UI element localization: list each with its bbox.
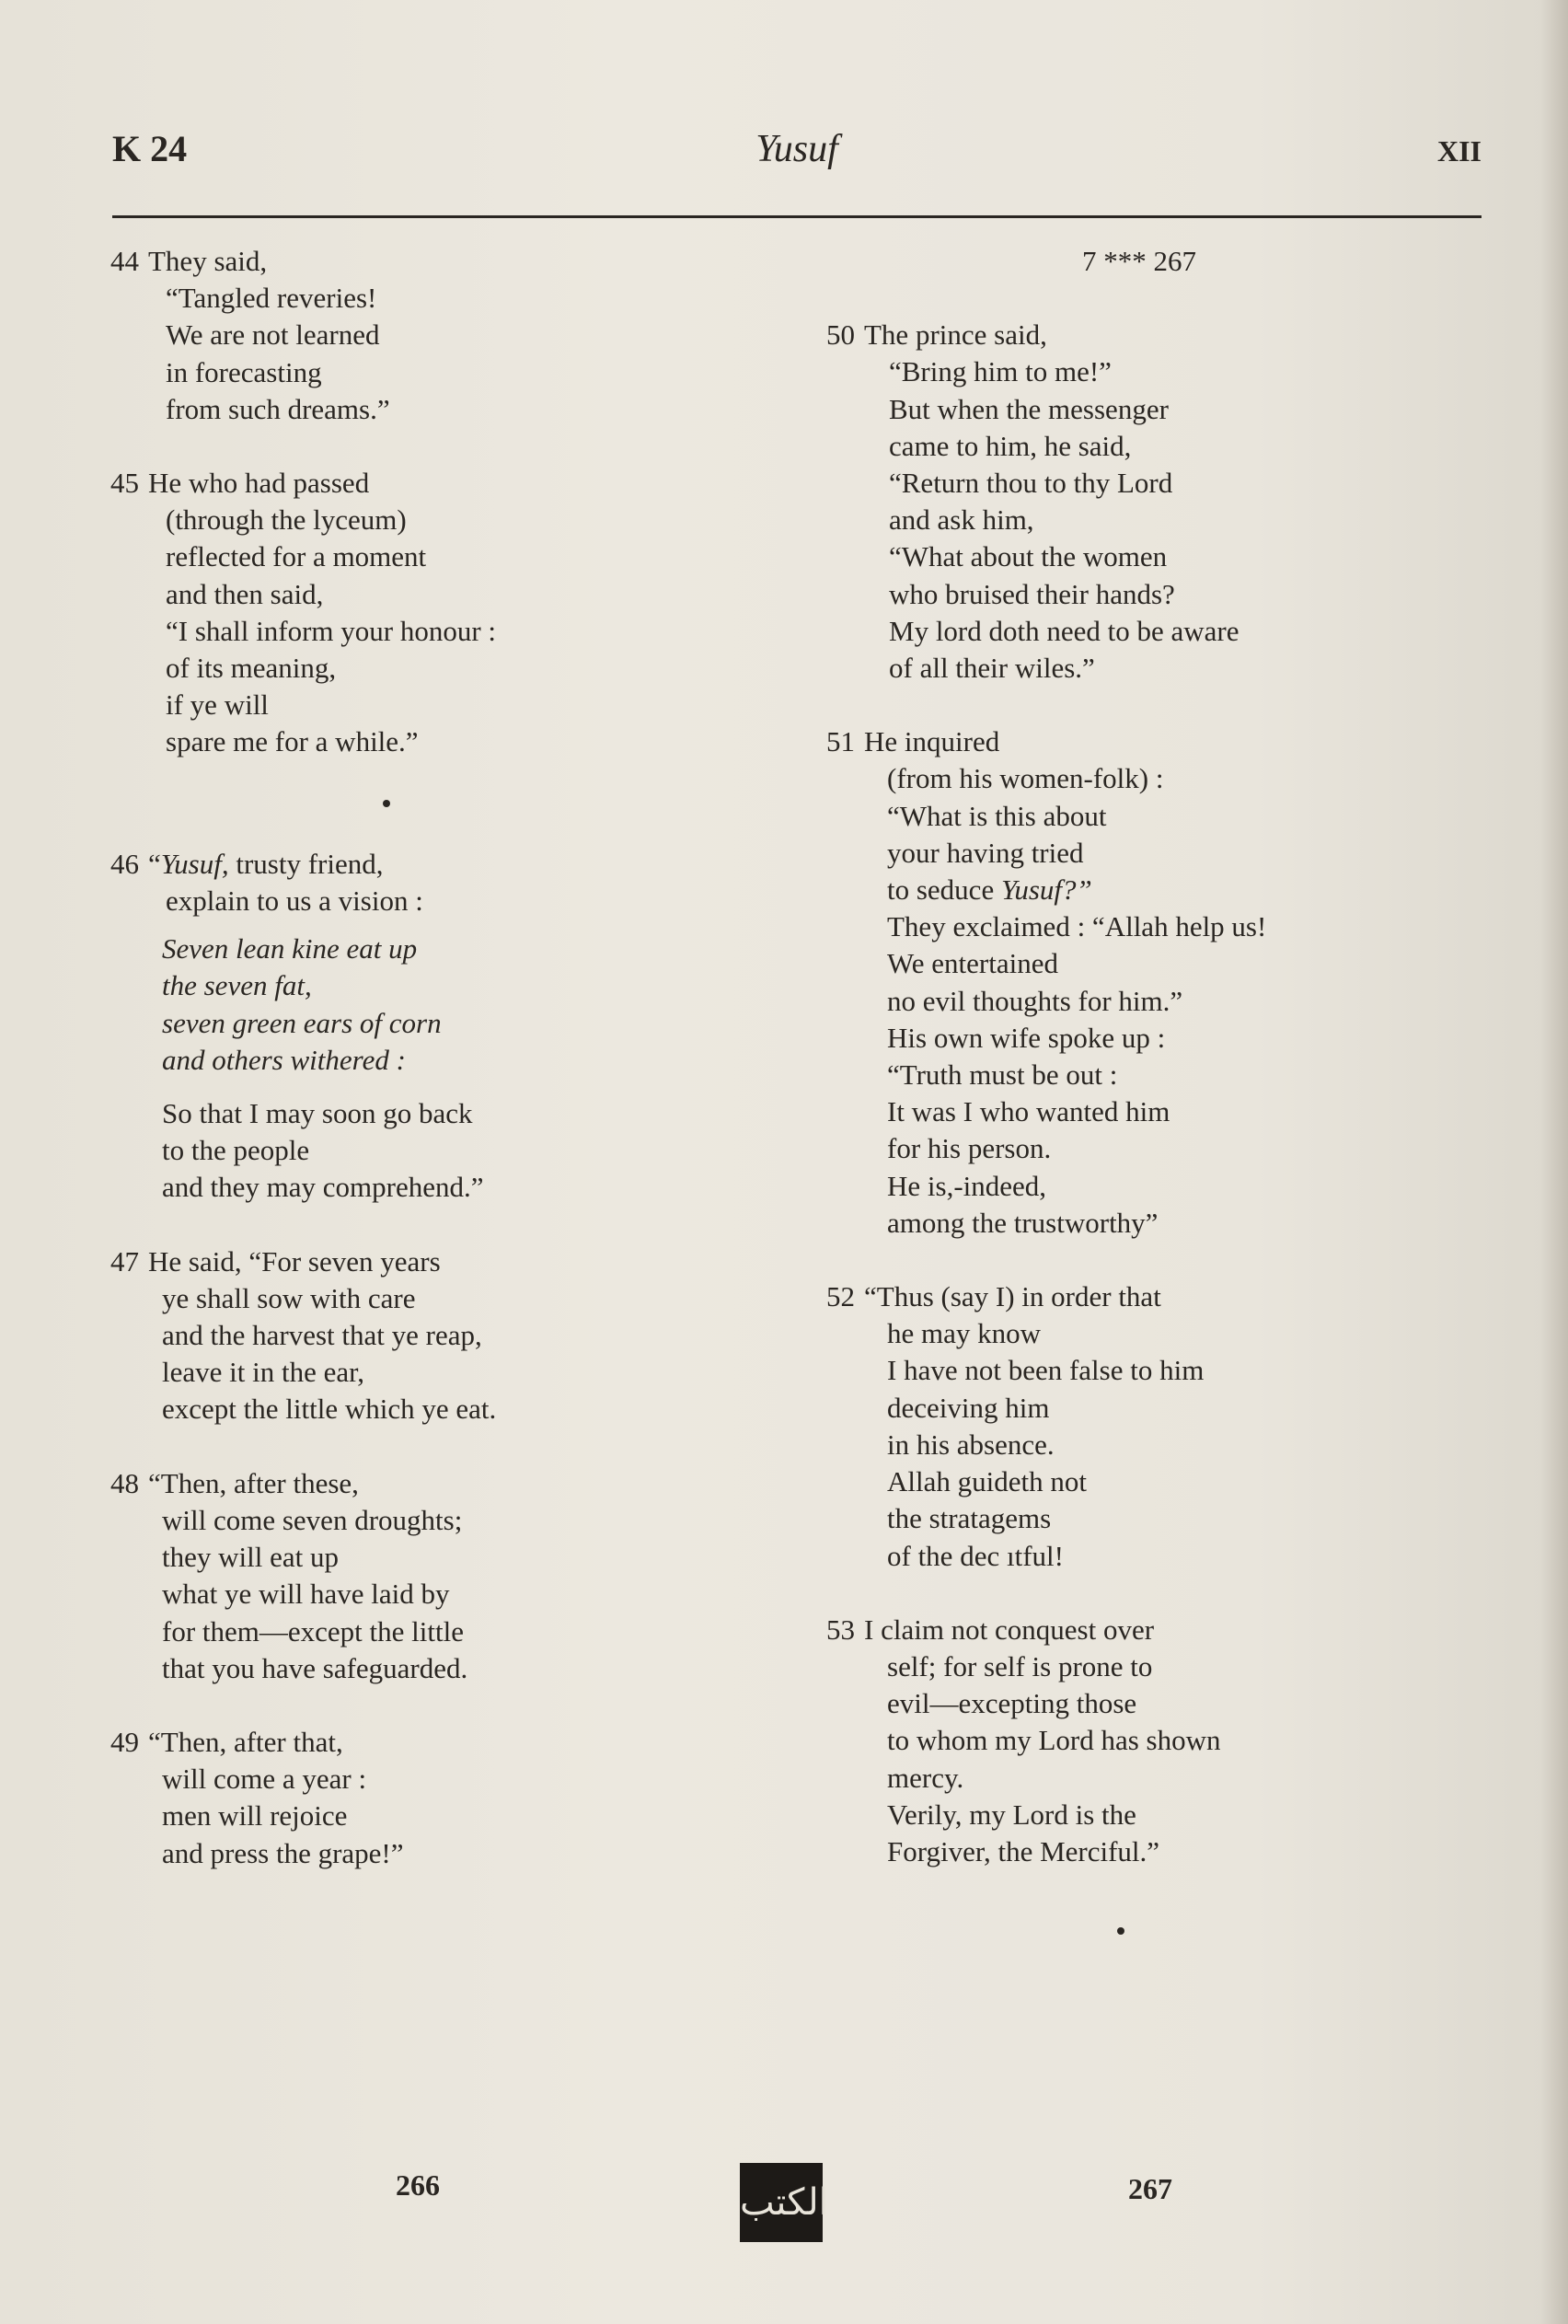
publisher-logo-icon <box>740 2163 829 2242</box>
verse-line: I claim not conquest over <box>864 1613 1155 1646</box>
header-section-ref: K 24 <box>112 128 188 169</box>
divider-dot-icon <box>383 800 390 807</box>
verse-line: and the harvest that ye reap, <box>162 1319 482 1352</box>
verse-reference: 7 *** 267 <box>1082 245 1196 277</box>
verse-line: leave it in the ear, <box>162 1356 364 1389</box>
verse-line: and ask him, <box>889 503 1034 537</box>
verse-line: in his absence. <box>887 1428 1055 1461</box>
section-divider-dot <box>110 780 663 816</box>
verse-line: “What is this about <box>887 799 1107 832</box>
verse-line: to whom my Lord has shown <box>887 1724 1221 1757</box>
verse-line: “Thus (say I) in order that <box>864 1280 1161 1313</box>
verse-line: “I shall inform your honour : <box>166 614 497 647</box>
verse-line: (from his women-folk) : <box>887 762 1164 795</box>
verse-line: “Bring him to me!” <box>889 355 1112 388</box>
verse-number: 52 <box>826 1280 855 1313</box>
verse-number: 51 <box>826 725 855 758</box>
verse-line: He inquired <box>864 725 1000 758</box>
verse-line: mercy. <box>887 1761 964 1794</box>
vision-line: the seven fat, <box>162 969 312 1002</box>
verse-line: that you have safeguarded. <box>162 1651 468 1684</box>
verse-line: He said, “For seven years <box>148 1244 441 1278</box>
verse-line: he may know <box>887 1317 1042 1350</box>
verse-number: 49 <box>110 1725 139 1758</box>
verse-line: spare me for a while.” <box>166 725 419 758</box>
verse-49 <box>110 1724 663 1872</box>
verse-line: for them—except the little <box>162 1614 464 1648</box>
verse-line: among the trustworthy” <box>887 1206 1159 1239</box>
verse-line: “Then, after these, <box>148 1466 359 1499</box>
verse-line: trusty friend, <box>228 847 384 880</box>
section-divider-dot <box>826 1907 1415 1944</box>
verse-46 <box>110 846 663 1207</box>
verse-number: 53 <box>826 1613 855 1646</box>
verse-line: We entertained <box>887 947 1058 980</box>
vision-line: Seven lean kine eat up <box>162 932 418 965</box>
verse-line: His own wife spoke up : <box>887 1021 1166 1054</box>
verse-number: 47 <box>110 1244 139 1278</box>
vision-line: seven green ears of corn <box>162 1006 442 1039</box>
verse-italic-name: Yusuf?” <box>1000 873 1092 907</box>
verse-line: no evil thoughts for him.” <box>887 984 1183 1017</box>
verse-51 <box>826 723 1415 1242</box>
verse-line: “Tangled reveries! <box>166 282 377 315</box>
verse-line: But when the messenger <box>889 392 1169 425</box>
logo-glyph: الكتب <box>740 2181 829 2224</box>
verse-52 <box>826 1278 1415 1575</box>
verse-line: The prince said, <box>864 318 1047 352</box>
verse-line: to the people <box>162 1134 310 1167</box>
vision-line: and others withered : <box>162 1043 406 1076</box>
verse-line: I have not been false to him <box>887 1354 1205 1387</box>
verse-line: of its meaning, <box>166 652 337 685</box>
verse-line: will come seven droughts; <box>162 1503 463 1536</box>
verse-50 <box>826 317 1415 687</box>
verse-line: deceiving him <box>887 1391 1050 1424</box>
verse-number: 50 <box>826 318 855 352</box>
verse-line: will come a year : <box>162 1763 367 1796</box>
verse-line: evil—excepting those <box>887 1687 1137 1720</box>
verse-continuation <box>110 1095 663 1207</box>
verse-line: reflected for a moment <box>166 540 427 573</box>
verse-line: ye shall sow with care <box>162 1281 416 1314</box>
right-column <box>826 243 1415 1944</box>
verse-number: 44 <box>110 245 139 277</box>
verse-line: It was I who wanted him <box>887 1095 1170 1128</box>
verse-line: except the little which ye eat. <box>162 1393 497 1426</box>
verse-number: 46 <box>110 847 139 880</box>
header-chapter-number: XII <box>1436 134 1482 168</box>
verse-line: (through the lyceum) <box>166 503 407 537</box>
verse-line: what ye will have laid by <box>162 1578 450 1611</box>
verse-line: Allah guideth not <box>887 1465 1087 1498</box>
verse-number: 48 <box>110 1466 139 1499</box>
verse-line: and press the grape!” <box>162 1836 404 1869</box>
verse-48 <box>110 1465 663 1687</box>
verse-line: So that I may soon go back <box>162 1097 473 1130</box>
verse-line: self; for self is prone to <box>887 1649 1153 1682</box>
verse-line: the stratagems <box>887 1502 1052 1535</box>
verse-44 <box>110 243 663 428</box>
verse-line: We are not learned <box>166 318 380 352</box>
verse-line: they will eat up <box>162 1541 339 1574</box>
verse-45 <box>110 465 663 761</box>
page-number-left: 266 <box>396 2168 440 2202</box>
verse-line: and they may comprehend.” <box>162 1171 484 1204</box>
divider-dot-icon <box>1117 1927 1124 1935</box>
verse-line: men will rejoice <box>162 1799 348 1833</box>
verse-line: from such dreams.” <box>166 392 390 425</box>
verse-line: “Return thou to thy Lord <box>889 467 1173 500</box>
verse-line: He is,-indeed, <box>887 1169 1047 1202</box>
verse-line: explain to us a vision : <box>166 885 423 918</box>
verse-line: They said, <box>148 245 268 277</box>
verse-line: and then said, <box>166 577 324 610</box>
verse-line: “Then, after that, <box>148 1725 343 1758</box>
verse-line: your having tried <box>887 836 1084 869</box>
verse-line: of all their wiles.” <box>889 652 1095 685</box>
verse-line: “Truth must be out : <box>887 1058 1118 1092</box>
vision-block <box>110 931 663 1079</box>
verse-line: for his person. <box>887 1132 1052 1165</box>
verse-line: Forgiver, the Merciful.” <box>887 1834 1160 1867</box>
verse-line: “What about the women <box>889 540 1168 573</box>
verse-open-quote: “ <box>148 847 161 880</box>
page-header <box>112 127 1482 182</box>
verse-line: He who had passed <box>148 467 370 500</box>
verse-line: if ye will <box>166 688 269 722</box>
verse-line: who bruised their hands? <box>889 577 1175 610</box>
verse-line: to seduce <box>887 873 1001 907</box>
page-edge-shadow <box>1540 0 1568 2324</box>
verse-line: came to him, he said, <box>889 429 1132 462</box>
verse-47 <box>110 1243 663 1428</box>
page-number-right: 267 <box>1128 2172 1172 2205</box>
header-rule <box>112 215 1482 218</box>
verse-line: in forecasting <box>166 355 322 388</box>
verse-line: of the dec ıtful! <box>887 1539 1064 1572</box>
verse-number: 45 <box>110 467 139 500</box>
verse-italic-name: Yusuf, <box>160 847 229 880</box>
left-column <box>110 243 663 1909</box>
verse-line: My lord doth need to be aware <box>889 614 1239 647</box>
verse-line: Verily, my Lord is the <box>887 1798 1136 1831</box>
verse-53 <box>826 1612 1415 1870</box>
header-chapter-title: Yusuf <box>755 128 838 170</box>
verse-line: They exclaimed : “Allah help us! <box>887 910 1267 943</box>
